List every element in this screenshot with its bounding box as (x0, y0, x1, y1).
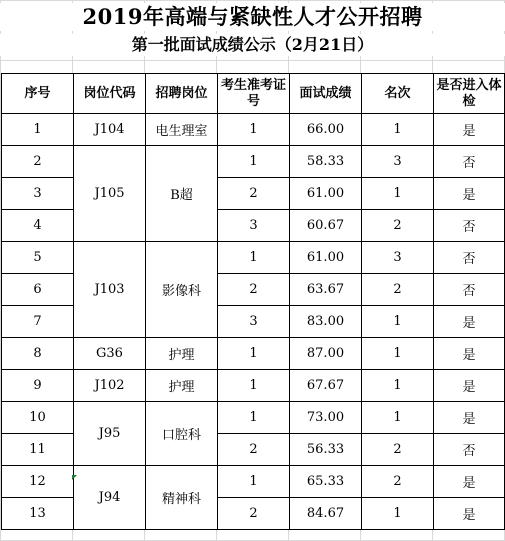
cell-pass[interactable]: 否 (434, 274, 505, 306)
header-cell-score: 面试成绩 (290, 74, 362, 114)
cell-pass[interactable]: 否 (434, 242, 505, 274)
table-row (2, 242, 505, 274)
cell-code[interactable]: J95 (74, 402, 146, 466)
page-subtitle: 第一批面试成绩公示（2月21日） (0, 34, 505, 56)
cell-no[interactable]: 3 (2, 178, 74, 210)
cell-post[interactable]: B超 (146, 146, 218, 242)
cell-exam-no[interactable]: 1 (218, 370, 290, 402)
header-row (2, 74, 505, 114)
cell-score[interactable]: 61.00 (290, 178, 362, 210)
table-row (2, 370, 505, 402)
cell-no[interactable]: 2 (2, 146, 74, 178)
cell-exam-no[interactable]: 3 (218, 210, 290, 242)
cell-rank[interactable]: 1 (362, 402, 434, 434)
cell-no[interactable]: 8 (2, 338, 74, 370)
cell-exam-no[interactable]: 1 (218, 146, 290, 178)
cell-exam-no[interactable]: 1 (218, 242, 290, 274)
cell-no[interactable]: 10 (2, 402, 74, 434)
cell-rank[interactable]: 1 (362, 306, 434, 338)
cell-post[interactable]: 精神科 (146, 466, 218, 530)
cell-pass[interactable]: 是 (434, 498, 505, 530)
cell-pass[interactable]: 是 (434, 178, 505, 210)
cell-code[interactable]: J104 (74, 114, 146, 146)
cell-rank[interactable]: 1 (362, 114, 434, 146)
cell-code[interactable]: G36 (74, 338, 146, 370)
cell-code[interactable]: J103 (74, 242, 146, 338)
cell-no[interactable]: 5 (2, 242, 74, 274)
cell-exam-no[interactable]: 2 (218, 434, 290, 466)
header-cell-exam-no: 考生准考证号 (218, 74, 290, 114)
header-cell-no: 序号 (2, 74, 74, 114)
cell-score[interactable]: 63.67 (290, 274, 362, 306)
cell-rank[interactable]: 2 (362, 274, 434, 306)
cell-post[interactable]: 口腔科 (146, 402, 218, 466)
cell-exam-no[interactable]: 1 (218, 338, 290, 370)
cell-exam-no[interactable]: 2 (218, 498, 290, 530)
cell-pass[interactable]: 是 (434, 466, 505, 498)
cell-score[interactable]: 56.33 (290, 434, 362, 466)
table-row (2, 146, 505, 178)
cell-score[interactable]: 67.67 (290, 370, 362, 402)
cell-pass[interactable]: 是 (434, 114, 505, 146)
cell-no[interactable]: 9 (2, 370, 74, 402)
cell-post[interactable]: 影像科 (146, 242, 218, 338)
cell-exam-no[interactable]: 1 (218, 114, 290, 146)
cell-exam-no[interactable]: 1 (218, 466, 290, 498)
cell-code[interactable]: J94 (74, 466, 146, 530)
table-row (2, 402, 505, 434)
cell-pass[interactable]: 是 (434, 370, 505, 402)
cell-rank[interactable]: 1 (362, 498, 434, 530)
cell-pass[interactable]: 否 (434, 434, 505, 466)
cell-post[interactable]: 电生理室 (146, 114, 218, 146)
cell-code[interactable]: J102 (74, 370, 146, 402)
cell-score[interactable]: 87.00 (290, 338, 362, 370)
cell-rank[interactable]: 1 (362, 338, 434, 370)
cell-rank[interactable]: 2 (362, 434, 434, 466)
header-cell-rank: 名次 (362, 74, 434, 114)
cell-code[interactable]: J105 (74, 146, 146, 242)
comment-indicator-icon (72, 475, 77, 480)
table-row (2, 466, 505, 498)
cell-rank[interactable]: 3 (362, 242, 434, 274)
cell-pass[interactable]: 否 (434, 210, 505, 242)
cell-no[interactable]: 12 (2, 466, 74, 498)
cell-no[interactable]: 1 (2, 114, 74, 146)
results-table (1, 73, 505, 530)
cell-score[interactable]: 65.33 (290, 466, 362, 498)
header-cell-code: 岗位代码 (74, 74, 146, 114)
cell-exam-no[interactable]: 2 (218, 274, 290, 306)
cell-pass[interactable]: 是 (434, 402, 505, 434)
cell-no[interactable]: 6 (2, 274, 74, 306)
cell-rank[interactable]: 1 (362, 178, 434, 210)
cell-exam-no[interactable]: 2 (218, 178, 290, 210)
cell-rank[interactable]: 1 (362, 370, 434, 402)
cell-rank[interactable]: 2 (362, 210, 434, 242)
cell-pass[interactable]: 否 (434, 146, 505, 178)
cell-score[interactable]: 66.00 (290, 114, 362, 146)
cell-score[interactable]: 83.00 (290, 306, 362, 338)
cell-pass[interactable]: 是 (434, 306, 505, 338)
cell-score[interactable]: 58.33 (290, 146, 362, 178)
cell-post[interactable]: 护理 (146, 370, 218, 402)
cell-exam-no[interactable]: 1 (218, 402, 290, 434)
header-cell-post: 招聘岗位 (146, 74, 218, 114)
cell-score[interactable]: 73.00 (290, 402, 362, 434)
cell-no[interactable]: 13 (2, 498, 74, 530)
cell-rank[interactable]: 2 (362, 466, 434, 498)
cell-score[interactable]: 84.67 (290, 498, 362, 530)
page-title: 2019年高端与紧缺性人才公开招聘 (0, 3, 505, 31)
cell-score[interactable]: 60.67 (290, 210, 362, 242)
cell-no[interactable]: 4 (2, 210, 74, 242)
cell-rank[interactable]: 3 (362, 146, 434, 178)
cell-pass[interactable]: 是 (434, 338, 505, 370)
table-row (2, 338, 505, 370)
cell-no[interactable]: 7 (2, 306, 74, 338)
header-cell-pass: 是否进入体检 (434, 74, 505, 114)
cell-no[interactable]: 11 (2, 434, 74, 466)
cell-post[interactable]: 护理 (146, 338, 218, 370)
cell-exam-no[interactable]: 3 (218, 306, 290, 338)
table-row (2, 114, 505, 146)
cell-score[interactable]: 61.00 (290, 242, 362, 274)
